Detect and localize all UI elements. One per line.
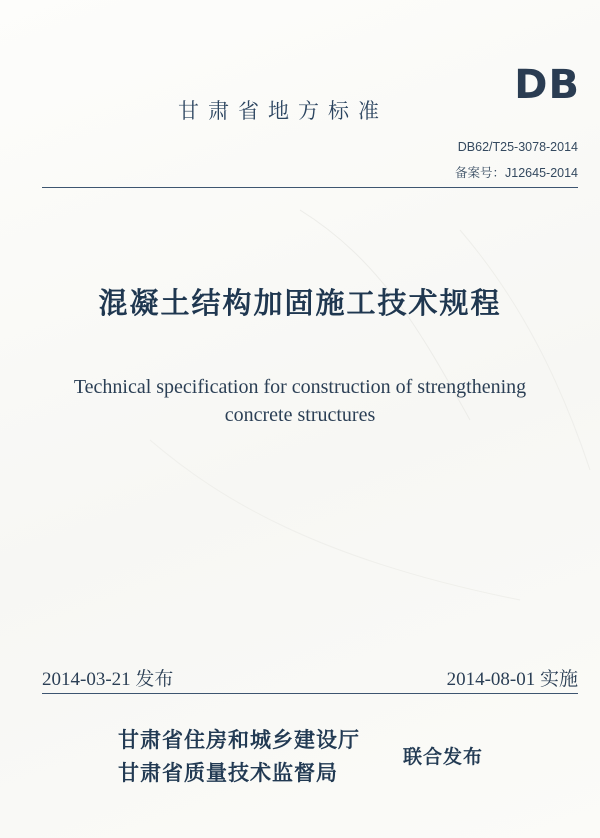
top-divider [42,187,578,188]
db-standard-mark: DB [514,62,580,108]
effective-date: 2014-08-01 实施 [446,669,578,690]
issuer-housing-department: 甘肃省住房和城乡建设厅 [118,728,360,752]
title-chinese: 混凝土结构加固施工技术规程 [98,286,502,320]
series-title: 甘肃省地方标准 [178,99,388,123]
joint-release-label: 联合发布 [403,746,484,768]
issuer-quality-bureau: 甘肃省质量技术监督局 [118,761,338,785]
title-english-line-2: concrete structures [224,404,376,426]
title-english-line-1: Technical specification for construction of strengthening [73,376,527,398]
issue-date: 2014-03-21 发布 [42,669,174,690]
bottom-divider [42,693,578,694]
standard-number: DB62/T25-3078-2014 [457,140,578,154]
filing-number: 备案号：J12645-2014 [455,166,578,180]
